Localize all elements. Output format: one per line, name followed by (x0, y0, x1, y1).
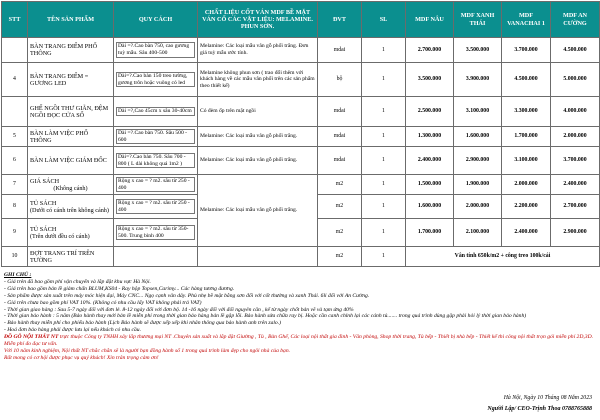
stt-cell: 7 (2, 175, 28, 195)
price-mdf-xanh-thai: 3.100.000 (454, 97, 502, 127)
spec-cell (114, 38, 198, 63)
price-mdf-xanh-thai: 2.100.000 (454, 219, 502, 247)
spec-text: Dài =?.Cao bàn 750, cao gương tuỳ mẫu. Sâu 400-500 (116, 42, 195, 57)
price-mdf-nau: 1.700.000 (406, 219, 454, 247)
product-name-cell (28, 219, 114, 247)
header-name: TÊN SẢN PHẨM (28, 2, 114, 38)
qty-cell: 1 (362, 147, 406, 175)
company-name: ĐỒ GỖ NỘI THẤT NT (4, 334, 59, 341)
price-mdf-an-cuong: 5.000.000 (551, 63, 600, 97)
note-line: - Bảo hành thay miễn phí cho phiếu bảo hành (Lịch Bảo hành sẽ được xếp xếp khi nhân thông qua bảo hành anh trên zalo.) (4, 320, 281, 327)
price-mdf-xanh-thai: 2.900.000 (454, 147, 502, 175)
price-mdf-an-cuong: 3.700.000 (551, 147, 600, 175)
material-cell: Melamine: Các loại mẫu vân gỗ phối trắng. (198, 175, 318, 247)
material-cell: Có đèm ốp trên mặt ngồi (198, 97, 318, 127)
note-line: - Hoá đơn bảo hàng phải được lưu lại nếu khách có nhu cầu. (4, 327, 141, 334)
table-row (2, 38, 600, 63)
material-cell-empty (198, 247, 318, 267)
spec-cell (114, 97, 198, 127)
product-subtitle: (Không cánh) (53, 184, 88, 192)
price-mdf-xanh-thai: 1.900.000 (454, 175, 502, 195)
product-name: BÀN LÀM VIỆC GIÁM ĐỐC (28, 147, 114, 175)
price-table (1, 1, 600, 267)
stt-cell: 4 (2, 63, 28, 97)
spec-text: Rộng x cao = ? m2. sâu từ 250 - 400 (116, 199, 195, 214)
header-spec: QUY CÁCH (114, 2, 198, 38)
stt-cell (2, 38, 28, 63)
price-mdf-vanachai: 3.300.000 (502, 97, 551, 127)
table-row (2, 97, 600, 127)
notes-section (4, 272, 596, 362)
price-mdf-xanh-thai: 1.600.000 (454, 127, 502, 147)
header-material: CHẤT LIỆU CỐT VÁN MDF BỀ MẶT VÁN CỐ CÁC VẬT LIỆU: MELAMINE. PHUN SƠN. (198, 2, 318, 38)
price-mdf-vanachai: 3.700.000 (502, 38, 551, 63)
price-mdf-nau: 1.600.000 (406, 195, 454, 219)
table-row (2, 147, 600, 175)
product-name: BÀN TRANG ĐIỂM PHỐ THÔNG (28, 38, 114, 63)
spec-cell (114, 127, 198, 147)
price-mdf-nau: 1.300.000 (406, 127, 454, 147)
qty-cell: 1 (362, 63, 406, 97)
company-description: trực thuộc Công ty TNHH xây lắp thương mại NT .Chuyên sản xuất và lắp đặt Giường , Tủ , Bàn Ghế, Các loại nội thất gia đình - Văn phòng, Shop thời trang, Tủ bếp - Thiết bị nhà bếp - Thiết kế thi công nội thất trọn gói miễn phí 2D,3D. Miễn phí đo đạc tư vấn. (4, 334, 594, 348)
price-mdf-nau: 3.500.000 (406, 63, 454, 97)
header-row (2, 2, 600, 38)
product-subtitle: (Dưới có cánh trên không cánh) (30, 206, 109, 214)
spec-text: Rộng x cao = ? m2. sâu từ 350-500. Trung bình 400 (116, 225, 195, 240)
special-price: Vân tính 650k/m2 + công treo 100k/cái (406, 247, 600, 267)
product-name-cell (28, 175, 114, 195)
spec-cell (114, 247, 198, 267)
product-name: TỦ SÁCH (30, 199, 57, 207)
company-experience: Với 10 năm kinh nghiệm, Nội thất NT chắc chắn sẽ là người bạn đồng hành số 1 trong quá trình làm đẹp cho ngôi nhà của bạn. (4, 347, 291, 354)
header-mdf-vanachai: MDF VANACHAI 1 (502, 2, 551, 38)
spec-cell (114, 147, 198, 175)
unit-cell: m2 (318, 247, 362, 267)
unit-cell: m2 (318, 195, 362, 219)
qty-cell: 1 (362, 127, 406, 147)
price-mdf-an-cuong: 2.900.000 (551, 219, 600, 247)
note-line: - Giá trên đã bao gồm phí vận chuyển và lắp đặt khu vực Hà Nội. (4, 278, 151, 285)
product-name: BÀN TRANG ĐIỂM = GƯƠNG LED (28, 63, 114, 97)
table-row (2, 127, 600, 147)
price-mdf-vanachai: 3.100.000 (502, 147, 551, 175)
price-mdf-xanh-thai: 3.500.000 (454, 38, 502, 63)
stt-cell: 8 (2, 195, 28, 219)
unit-cell: mdai (318, 38, 362, 63)
note-line: - Thời gian bảo hành : 5 năm (Bảo hành thay mới bản lề miễn phí trong thời gian bảo hàng bản lề gập lỗi. Bảo hành sửa chữa ray bị. Hoặc cần canh chỉnh lại các cánh tủ....... trong quá trình dùng gặp phải hỏi lý thời gian bảo hành) (4, 313, 527, 320)
note-line: - Thời gian giao hàng : Sau 5-7 ngày đối với đơn lẻ. 8-12 ngày đối với đơn bộ. 14 -16 ngày đối với đối nguyên căn , kể từ ngày chốt bản vẽ và tạm ứng 40% (4, 306, 354, 313)
product-name: GHẾ NGỒI THƯ GIÃN, ĐỆM NGỒI ĐỌC CỬA SỔ (28, 97, 114, 127)
spec-text: Dài=?.Cao bàn 750. Sâu 700 - 800 ( L dài không quá 1m2 ) (116, 153, 195, 168)
company-thanks: Rất mong có cơ hội được phục vụ quý khách! Xin trân trọng cảm ơn! (4, 354, 159, 361)
header-unit: ĐVT (318, 2, 362, 38)
price-mdf-vanachai: 4.500.000 (502, 63, 551, 97)
spec-cell (114, 63, 198, 97)
material-cell: Melamine: Các loại mẫu vân gỗ phối trắng. Đơn giá tuỳ mẫu ước tính. (198, 38, 318, 63)
qty-cell: 1 (362, 247, 406, 267)
table-row (2, 247, 600, 267)
spec-cell (114, 175, 198, 195)
stt-cell: 5 (2, 127, 28, 147)
product-name-cell (28, 195, 114, 219)
price-mdf-an-cuong: 4.500.000 (551, 38, 600, 63)
qty-cell: 1 (362, 219, 406, 247)
header-mdf-an-cuong: MDF AN CƯỜNG (551, 2, 600, 38)
price-mdf-an-cuong: 2.700.000 (551, 195, 600, 219)
price-mdf-nau: 1.500.000 (406, 175, 454, 195)
qty-cell: 1 (362, 175, 406, 195)
note-line: - Giá trên bao gồm bản lề giảm chấn BLUM,KS04 - Ray hộp Topsen,Carimy... Các hàng tương đương. (4, 285, 235, 292)
spec-text: Dài =?.Cao bàn 750. Sâu 500 - 600 (116, 129, 195, 144)
material-cell: Melamine không phun sơn ( trao đổi thêm với khách hàng về các mẫu vân phối trên các sản phẩm theo thiết kế) (198, 63, 318, 97)
unit-cell: mdai (318, 97, 362, 127)
qty-cell: 1 (362, 195, 406, 219)
price-mdf-nau: 2.400.000 (406, 147, 454, 175)
stt-cell: 6 (2, 147, 28, 175)
signature-date: Hà Nội, Ngày 10 Tháng 08 Năm 2023 (503, 395, 592, 401)
price-mdf-xanh-thai: 3.900.000 (454, 63, 502, 97)
stt-cell: 9 (2, 219, 28, 247)
note-line: - Giá trên chưa bao gồm phí VAT 10%. (Không có nhu cầu lấy VAT không phải trả VAT) (4, 299, 202, 306)
qty-cell: 1 (362, 97, 406, 127)
product-name: BÀN LÀM VIỆC PHỔ THÔNG (28, 127, 114, 147)
material-cell: Melamine: Các loại mẫu vân gỗ phối trắng. (198, 147, 318, 175)
price-mdf-an-cuong: 2.000.000 (551, 127, 600, 147)
table-row (2, 175, 600, 195)
spec-cell (114, 195, 198, 219)
product-subtitle: (Trên dưới đều có cánh) (30, 232, 90, 240)
qty-cell: 1 (362, 38, 406, 63)
notes-heading: GHI CHÚ : (4, 272, 32, 278)
price-mdf-xanh-thai: 2.000.000 (454, 195, 502, 219)
price-mdf-vanachai: 1.700.000 (502, 127, 551, 147)
price-mdf-vanachai: 2.400.000 (502, 219, 551, 247)
spec-text: Dài=?.Cao bàn 150 treo tường, gương trôn hoặc vuông có led (116, 72, 195, 87)
header-stt: STT (2, 2, 28, 38)
spec-text: Rộng x cao = ? m2. sâu từ 250 - 400 (116, 177, 195, 192)
unit-cell: bộ (318, 63, 362, 97)
header-mdf-nau: MDF NÂU (406, 2, 454, 38)
unit-cell: m2 (318, 219, 362, 247)
price-mdf-an-cuong: 4.000.000 (551, 97, 600, 127)
price-mdf-nau: 2.500.000 (406, 97, 454, 127)
note-line: - Sản phẩm được sản xuất trên máy móc hiện đại, Máy CNC... Ngọ cạnh vân dây. Phủ nhẹ bề mặt bằng sơn đối với cốt thường và xanh Thái. 6li đối với An Cường. (4, 292, 370, 299)
table-row (2, 63, 600, 97)
material-cell: Melamine: Các loại mẫu vân gỗ phối trắng. (198, 127, 318, 147)
price-mdf-an-cuong: 2.400.000 (551, 175, 600, 195)
price-mdf-nau: 2.700.000 (406, 38, 454, 63)
price-mdf-vanachai: 2.000.000 (502, 175, 551, 195)
header-mdf-xanh-thai: MDF XANH THÁI (454, 2, 502, 38)
unit-cell: mdai (318, 127, 362, 147)
product-name: GIÁ SÁCH (30, 177, 60, 185)
unit-cell: m2 (318, 175, 362, 195)
signature-name: Người Lập/ CEO-Trịnh Thoa 0788765888 (487, 406, 592, 412)
product-name: TỦ SÁCH (30, 225, 57, 233)
stt-cell: 10 (2, 247, 28, 267)
stt-cell (2, 97, 28, 127)
unit-cell: mdai (318, 147, 362, 175)
spec-cell (114, 219, 198, 247)
product-name: ĐỢT TRANG TRÍ TRÊN TƯỜNG (28, 247, 114, 267)
price-mdf-vanachai: 2.200.000 (502, 195, 551, 219)
company-intro (4, 334, 596, 348)
header-sl: SL (362, 2, 406, 38)
spec-text: Dài =?,Cao 45cm x sâu 30-40cm (116, 107, 195, 116)
